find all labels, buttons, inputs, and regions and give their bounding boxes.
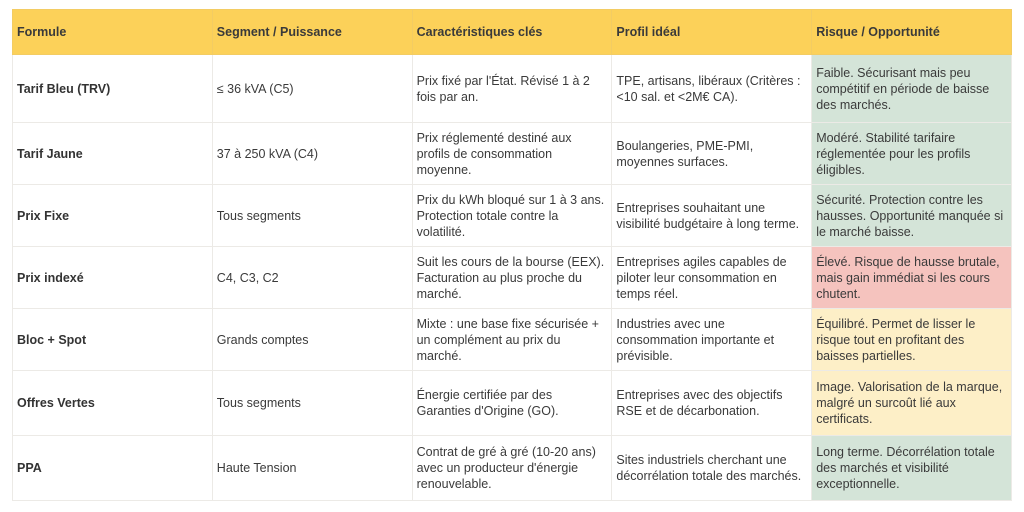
cell-segment: Tous segments [212, 185, 412, 247]
header-profil: Profil idéal [612, 10, 812, 55]
cell-caracteristiques: Prix réglementé destiné aux profils de consommation moyenne. [412, 123, 612, 185]
cell-profil: Sites industriels cherchant une décorrélation totale des marchés. [612, 436, 812, 501]
cell-formule: Prix Fixe [13, 185, 213, 247]
cell-caracteristiques: Suit les cours de la bourse (EEX). Facturation au plus proche du marché. [412, 247, 612, 309]
header-segment: Segment / Puissance [212, 10, 412, 55]
cell-segment: ≤ 36 kVA (C5) [212, 55, 412, 123]
cell-segment: Tous segments [212, 371, 412, 436]
table-row [13, 247, 1012, 309]
table-row [13, 55, 1012, 123]
cell-profil: Boulangeries, PME-PMI, moyennes surfaces. [612, 123, 812, 185]
table-row [13, 371, 1012, 436]
cell-caracteristiques: Contrat de gré à gré (10-20 ans) avec un producteur d'énergie renouvelable. [412, 436, 612, 501]
cell-risque: Image. Valorisation de la marque, malgré un surcoût lié aux certificats. [812, 371, 1012, 436]
cell-formule: Offres Vertes [13, 371, 213, 436]
cell-formule: PPA [13, 436, 213, 501]
table-row [13, 309, 1012, 371]
cell-segment: Haute Tension [212, 436, 412, 501]
cell-formule: Bloc + Spot [13, 309, 213, 371]
header-row [13, 10, 1012, 55]
cell-segment: C4, C3, C2 [212, 247, 412, 309]
table-row [13, 185, 1012, 247]
cell-profil: Entreprises agiles capables de piloter leur consommation en temps réel. [612, 247, 812, 309]
cell-profil: TPE, artisans, libéraux (Critères : <10 sal. et <2M€ CA). [612, 55, 812, 123]
cell-caracteristiques: Mixte : une base fixe sécurisée + un complément au prix du marché. [412, 309, 612, 371]
header-formule: Formule [13, 10, 213, 55]
cell-risque: Sécurité. Protection contre les hausses. Opportunité manquée si le marché baisse. [812, 185, 1012, 247]
cell-caracteristiques: Prix du kWh bloqué sur 1 à 3 ans. Protection totale contre la volatilité. [412, 185, 612, 247]
cell-segment: 37 à 250 kVA (C4) [212, 123, 412, 185]
cell-risque: Faible. Sécurisant mais peu compétitif en période de baisse des marchés. [812, 55, 1012, 123]
cell-risque: Élevé. Risque de hausse brutale, mais gain immédiat si les cours chutent. [812, 247, 1012, 309]
cell-caracteristiques: Prix fixé par l'État. Révisé 1 à 2 fois par an. [412, 55, 612, 123]
comparison-table [12, 9, 1012, 501]
cell-risque: Long terme. Décorrélation totale des marchés et visibilité exceptionnelle. [812, 436, 1012, 501]
cell-risque: Modéré. Stabilité tarifaire réglementée pour les profils éligibles. [812, 123, 1012, 185]
cell-profil: Entreprises avec des objectifs RSE et de décarbonation. [612, 371, 812, 436]
cell-caracteristiques: Énergie certifiée par des Garanties d'Origine (GO). [412, 371, 612, 436]
table-row [13, 436, 1012, 501]
cell-formule: Tarif Bleu (TRV) [13, 55, 213, 123]
cell-profil: Industries avec une consommation importante et prévisible. [612, 309, 812, 371]
cell-profil: Entreprises souhaitant une visibilité budgétaire à long terme. [612, 185, 812, 247]
header-caracteristiques: Caractéristiques clés [412, 10, 612, 55]
cell-segment: Grands comptes [212, 309, 412, 371]
cell-formule: Tarif Jaune [13, 123, 213, 185]
header-risque: Risque / Opportunité [812, 10, 1012, 55]
cell-risque: Équilibré. Permet de lisser le risque tout en profitant des baisses partielles. [812, 309, 1012, 371]
cell-formule: Prix indexé [13, 247, 213, 309]
table-row [13, 123, 1012, 185]
